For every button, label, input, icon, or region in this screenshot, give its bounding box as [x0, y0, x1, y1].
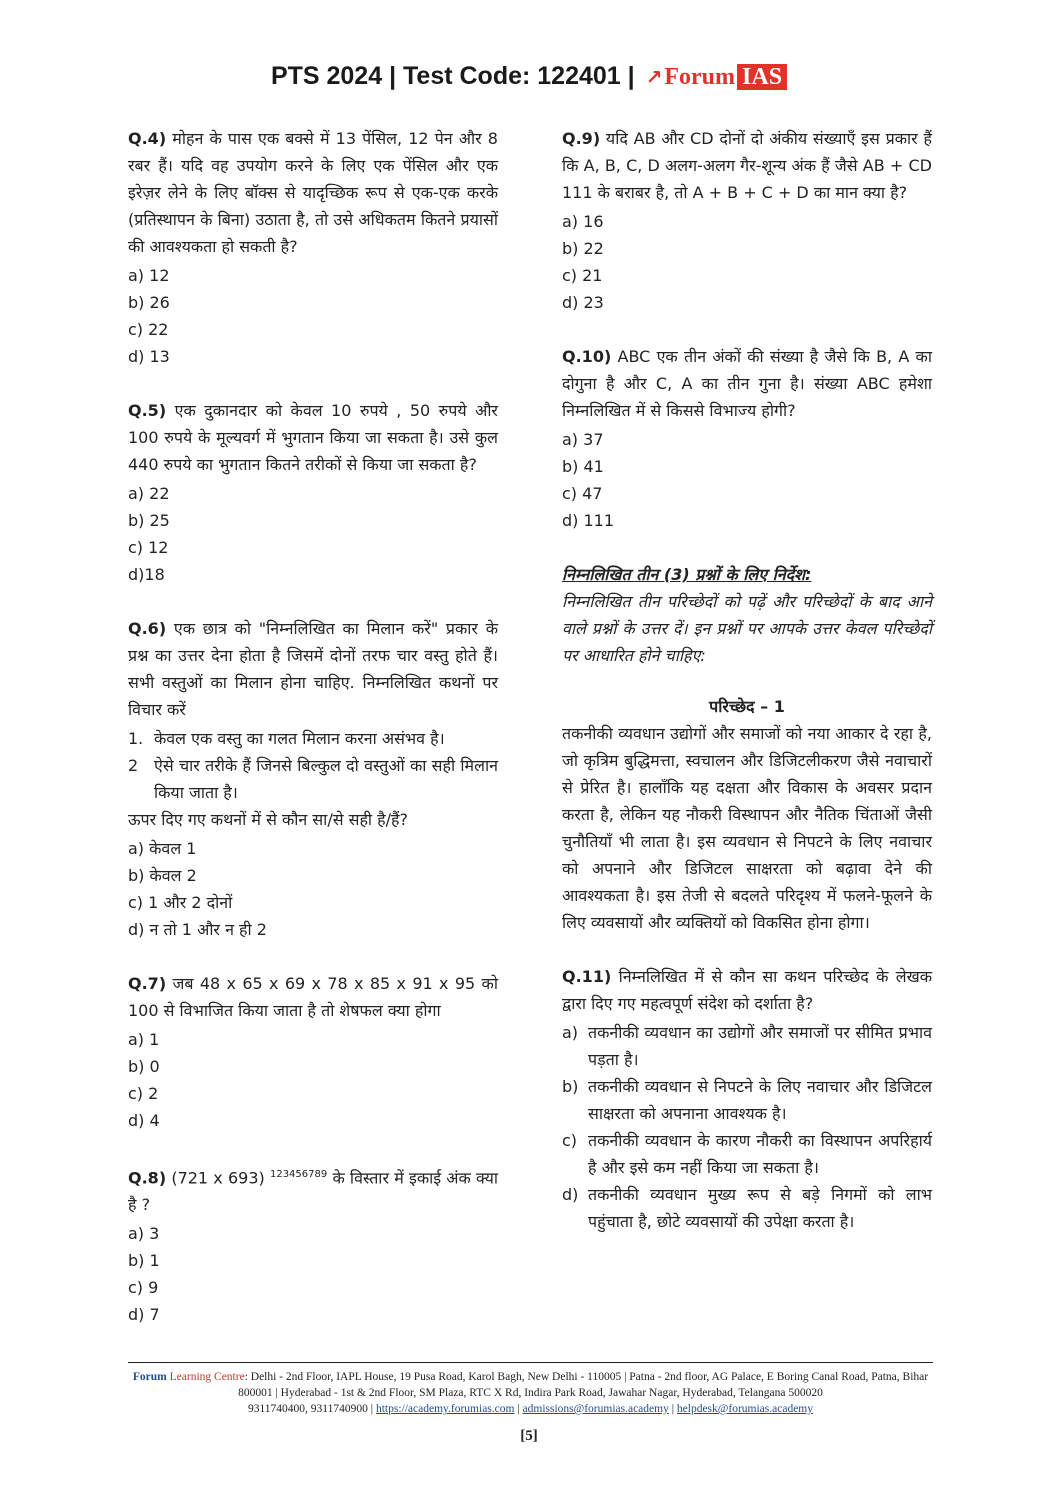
option-c [562, 1127, 932, 1181]
option-text: तकनीकी व्यवधान का उद्योगों और समाजों पर सीमित प्रभाव पड़ता है। [588, 1023, 932, 1069]
passage-text: तकनीकी व्यवधान उद्योगों और समाजों को नया आकार दे रहा है, जो कृत्रिम बुद्धिमत्ता, स्वचालन और डिजिटलीकरण जैसे नवाचारों से प्रेरित है। हालाँकि यह दक्षता और विकास के अवसर प्रदान करता है, लेकिन यह नौकरी विस्थापन और नैतिक चिंताओं जैसी चुनौतियाँ भी लाता है। इस व्यवधान से निपटने के लिए नवाचार को अपनाने और डिजिटल साक्षरता को बढ़ावा देने की आवश्यकता है। इस तेजी से बदलते परिदृश्य में फलने-फूलने के लिए व्यवसायों और व्यक्तियों को विकसित होना होगा। [562, 724, 932, 932]
academy-link[interactable]: https://academy.forumias.com [375, 1403, 515, 1415]
question-text: के विस्तार में इकाई अंक क्या है ? [128, 1168, 498, 1215]
statement-text: ऐसे चार तरीके हैं जिनसे बिल्कुल दो वस्तुओं का सही मिलान किया जाता है। [154, 756, 498, 802]
footer-forum: Forum [132, 1371, 167, 1383]
question-text: यदि AB और CD दोनों दो अंकीय संख्याएँ इस प्रकार हैं कि A, B, C, D अलग-अलग गैर-शून्य अंक हैं जैसे AB + CD 111 के बराबर है, तो A + B + C + D का मान क्या है? [562, 129, 932, 202]
option-b: b) 1 [128, 1251, 160, 1271]
option-c: c) 47 [562, 484, 603, 503]
option-d: d) 23 [562, 293, 604, 312]
expression-exponent: 123456789 [269, 1169, 328, 1180]
option-a [562, 1019, 932, 1073]
directions-title: निम्नलिखित तीन (3) प्रश्नों के लिए निर्देश: [562, 565, 812, 584]
passage-title: परिच्छेद – 1 [709, 697, 785, 716]
option-letter: c) [562, 1131, 578, 1150]
option-d [562, 1181, 932, 1235]
option-d: d) 4 [128, 1111, 160, 1130]
option-c: c) 12 [128, 538, 169, 557]
separator: | [514, 1403, 523, 1415]
option-c: c) 9 [128, 1278, 159, 1298]
option-c: c) 1 और 2 दोनों [128, 893, 233, 912]
option-b [562, 1073, 932, 1127]
question-text: मोहन के पास एक बक्से में 13 पेंसिल, 12 पेन और 8 रबर हैं। यदि वह उपयोग करने के लिए एक पेंसिल और एक इरेज़र लेने के लिए बॉक्स से यादृच्छिक रूप से एक-एक करके (प्रतिस्थापन के बिना) उठाता है, तो उसे अधिकतम कितने प्रयासों की आवश्यकता हो सकती है? [128, 129, 498, 256]
directions-text: निम्नलिखित तीन परिच्छेदों को पढ़ें और परिच्छेदों के बाद आने वाले प्रश्नों के उत्तर दें। इन प्रश्नों पर आपके उत्तर केवल परिच्छेदों पर आधारित होने चाहिए: [562, 592, 932, 665]
option-a: a) 1 [128, 1030, 160, 1049]
footer-phones: 9311740400, 9311740900 [247, 1403, 368, 1415]
page-header [0, 62, 1058, 91]
question-8 [128, 1161, 498, 1328]
option-c: c) 2 [128, 1084, 159, 1103]
option-d: d) न तो 1 और न ही 2 [128, 920, 267, 939]
question-text: निम्नलिखित में से कौन सा कथन परिच्छेद के लेखक द्वारा दिए गए महत्वपूर्ण संदेश को दर्शाता है? [562, 967, 933, 1013]
separator: | [668, 1403, 677, 1415]
option-b: b) केवल 2 [128, 866, 197, 885]
option-a: a) 3 [128, 1224, 160, 1244]
footer-contacts [128, 1401, 933, 1417]
question-prompt: ऊपर दिए गए कथनों में से कौन सा/से सही है/हैं? [128, 810, 409, 829]
statement-1 [128, 725, 498, 752]
footer-address [128, 1369, 933, 1401]
question-number: Q.10) [562, 347, 612, 366]
statement-text: केवल एक वस्तु का गलत मिलान करना असंभव है। [154, 729, 445, 748]
separator: | [367, 1403, 376, 1415]
logo-ias-text: IAS [737, 64, 787, 90]
question-6 [128, 615, 498, 943]
footer-address-text: : Delhi - 2nd Floor, IAPL House, 19 Pusa Road, Karol Bagh, New Delhi - 110005 | Patna - 2nd floor, AG Palace, E Boring Canal Road, Patna, Bihar 800001 | Hyderabad - 1st & 2nd Floor, SM Plaza, RTC X Rd, Indira Park Road, Jawahar Nagar, Hyderabad, Telangana 500020 [238, 1371, 929, 1399]
logo-forum-text: Forum [664, 63, 736, 90]
question-number: Q.11) [562, 967, 612, 986]
option-b: b) 41 [562, 457, 604, 476]
option-text: तकनीकी व्यवधान के कारण नौकरी का विस्थापन अपरिहार्य है और इसे कम नहीं किया जा सकता है। [588, 1131, 932, 1177]
forumias-logo [646, 64, 787, 91]
option-c: c) 21 [562, 266, 603, 285]
expression-base: (721 x 693) [171, 1168, 265, 1188]
option-d: d)18 [128, 565, 165, 584]
question-9 [562, 125, 932, 316]
question-10 [562, 343, 932, 534]
question-text: ABC एक तीन अंकों की संख्या है जैसे कि B, A का दोगुना है और C, A का तीन गुना है। संख्या ABC हमेशा निम्नलिखित में से किससे विभाज्य होगी? [562, 347, 932, 420]
option-letter: a) [562, 1023, 579, 1042]
question-7 [128, 970, 498, 1134]
question-number: Q.6) [128, 619, 167, 638]
header-title: PTS 2024 | Test Code: 122401 | [270, 62, 635, 90]
question-number: Q.7) [128, 974, 167, 993]
option-b: b) 22 [562, 239, 604, 258]
admissions-email-link[interactable]: admissions@forumias.academy [522, 1403, 669, 1415]
arrow-icon: ↗ [645, 64, 663, 89]
footer-learning-centre: Learning Centre [169, 1371, 245, 1383]
question-4 [128, 125, 498, 370]
option-letter: d) [562, 1185, 579, 1204]
option-c: c) 22 [128, 320, 169, 339]
option-a: a) केवल 1 [128, 839, 197, 858]
option-d: d) 7 [128, 1305, 160, 1325]
option-b: b) 0 [128, 1057, 160, 1076]
question-5 [128, 397, 498, 588]
page-footer [128, 1362, 933, 1417]
option-a: a) 22 [128, 484, 170, 503]
question-text: एक दुकानदार को केवल 10 रुपये , 50 रुपये और 100 रुपये के मूल्यवर्ग में भुगतान किया जा सकता है। उसे कुल 440 रुपये का भुगतान कितने तरीकों से किया जा सकता है? [128, 401, 498, 474]
helpdesk-email-link[interactable]: helpdesk@forumias.academy [676, 1403, 813, 1415]
option-a: a) 16 [562, 212, 604, 231]
left-column [128, 125, 498, 1328]
question-11 [562, 963, 932, 1235]
page-number: [5] [520, 1428, 538, 1444]
right-column [562, 125, 932, 1235]
question-number: Q.9) [562, 129, 601, 148]
option-a: a) 12 [128, 266, 170, 285]
option-text: तकनीकी व्यवधान से निपटने के लिए नवाचार और डिजिटल साक्षरता को अपनाना आवश्यक है। [588, 1077, 932, 1123]
option-letter: b) [562, 1077, 579, 1096]
statement-2 [128, 752, 498, 806]
statement-number: 1. [128, 729, 144, 748]
question-number: Q.8) [128, 1168, 167, 1188]
question-number: Q.4) [128, 129, 167, 148]
directions-block [562, 561, 932, 669]
option-b: b) 25 [128, 511, 170, 530]
question-text: जब 48 x 65 x 69 x 78 x 85 x 91 x 95 को 100 से विभाजित किया जाता है तो शेषफल क्या होगा [128, 974, 498, 1020]
statement-number: 2 [128, 756, 139, 775]
question-number: Q.5) [128, 401, 167, 420]
passage-1 [562, 693, 932, 936]
question-text: एक छात्र को "निम्नलिखित का मिलान करें" प्रकार के प्रश्न का उत्तर देना होता है जिसमें दोनों तरफ चार वस्तु होते हैं। सभी वस्तुओं का मिलान होना चाहिए. निम्नलिखित कथनों पर विचार करें [128, 619, 498, 719]
option-d: d) 13 [128, 347, 170, 366]
option-a: a) 37 [562, 430, 604, 449]
option-text: तकनीकी व्यवधान मुख्य रूप से बड़े निगमों को लाभ पहुंचाता है, छोटे व्यवसायों की उपेक्षा करता है। [588, 1185, 932, 1231]
option-d: d) 111 [562, 511, 615, 530]
option-b: b) 26 [128, 293, 170, 312]
